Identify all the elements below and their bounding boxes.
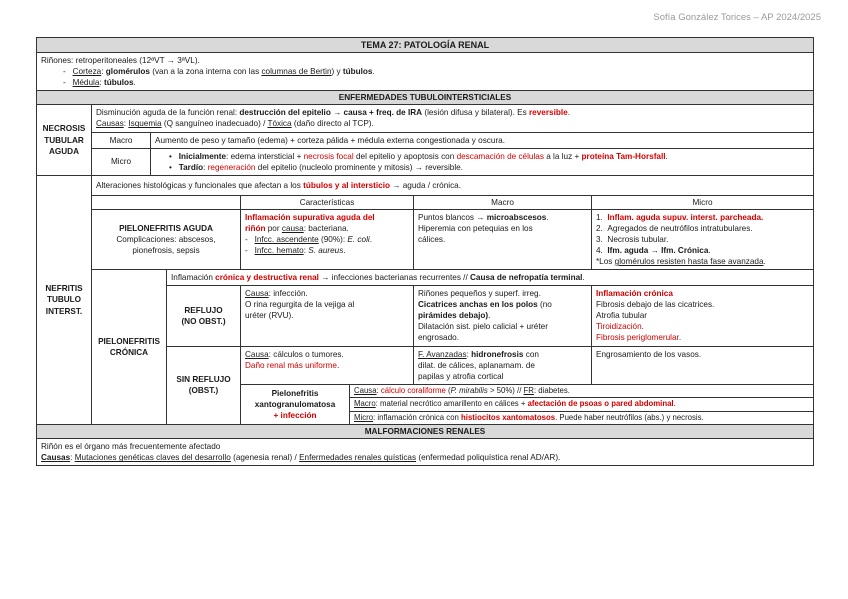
reflujo-caracteristicas: Causa: infección. O rina regurgita de la vejiga al uréter (RVU). (241, 286, 414, 345)
header-micro: Micro (692, 197, 713, 207)
page-title: TEMA 27: PATOLOGÍA RENAL (37, 38, 813, 53)
intro-block (37, 53, 813, 91)
necrosis-causes: Causas: Isquemia (Q sanguíneo inadecuado) / Tóxica (daño directo al TCP). (96, 119, 374, 129)
xg-micro: Micro: inflamación crónica con histiocitos xantomatosos. Puede haber neutrófilos (abs.) y necrosis. (350, 411, 813, 425)
reflujo-row (167, 285, 813, 345)
aguda-label: PIELONEFRITIS AGUDA Complicaciones: abscesos, pionefrosis, sepsis (92, 210, 241, 269)
necrosis-section (37, 105, 813, 175)
sin-reflujo-content (241, 347, 813, 425)
necrosis-content (92, 105, 813, 174)
sin-reflujo-caracteristicas: Causa: cálculos o tumores. Daño renal más uniforme. (241, 347, 414, 384)
aguda-row (92, 209, 813, 269)
sin-reflujo-micro: Engrosamiento de los vasos. (596, 349, 702, 359)
macro-label: Macro (92, 133, 151, 148)
aguda-macro: Puntos blancos → microabscesos. Hiperemia con petequias en los cálices. (414, 210, 592, 269)
necrosis-micro-row (92, 148, 813, 175)
necrosis-definition: Disminución aguda de la función renal: destrucción del epitelio → causa + freq. de IRA (lesión difusa y bilateral). Es reversible. (96, 108, 570, 118)
sin-reflujo-label: SIN REFLUJO (OBST.) (167, 347, 241, 425)
reflujo-label: REFLUJO (NO OBST.) (167, 286, 241, 345)
macro-text: Aumento de peso y tamaño (edema) + corteza pálida + médula externa congestionada y oscura. (155, 135, 505, 145)
cronica-intro: Inflamación crónica y destructiva renal → infecciones bacterianas recurrentes // Causa de nefropatía terminal. (171, 273, 585, 283)
cronica-content (167, 270, 813, 424)
sin-reflujo-upper (241, 347, 813, 384)
section-title-malformaciones: MALFORMACIONES RENALES (37, 425, 813, 439)
cronica-block (92, 269, 813, 424)
document-table (36, 37, 814, 466)
header-caracteristicas: Características (241, 196, 414, 209)
header-macro: Macro (414, 196, 592, 209)
section-title-tubulointersticial: ENFERMEDADES TUBULOINTERSTICIALES (37, 91, 813, 105)
xg-macro: Macro: material necrótico amarillento en cálices + afectación de psoas o pared abdominal. (350, 397, 813, 411)
intro-line: Riñones: retroperitoneales (12ªVT → 3ªVL). (41, 56, 200, 66)
aguda-caracteristicas: Inflamación supurativa aguda del riñón por causa: bacteriana. - Infcc. ascendente (90%): E. coli. - Infcc. hemato: S. aureus. (241, 210, 414, 269)
author-header: Sofía González Torices – AP 2024/2025 (653, 12, 821, 23)
xg-causa: Causa: cálculo coraliforme (P. mirabilis > 50%) // FR: diabetes. (354, 385, 570, 395)
malformaciones-line2: Causas: Mutaciones genéticas claves del desarrollo (agenesia renal) / Enfermedades renales quísticas (enfermedad poliquística renal AD/AR). (41, 453, 561, 463)
nefritis-intro: Alteraciones histológicas y funcionales que afectan a los túbulos y al intersticio → aguda / crónica. (96, 180, 461, 190)
malformaciones-line1: Riñón es el órgano más frecuentemente afectado (41, 442, 221, 452)
nefritis-tag: NEFRITIS TUBULO INTERST. (37, 176, 92, 425)
micro-text: • Inicialmente: edema intersticial + necrosis focal del epitelio y apoptosis con descamación de células a la luz + proteína Tam-Horsfall. • Tardío: regeneración del epitelio (nucleolo prominente y mitosis) → reversible. (169, 151, 668, 172)
aguda-micro: 1. Inflam. aguda supuv. interst. parcheada. 2. Agregados de neutrófilos intratubulares. 3. Necrosis tubular. 4. Ifm. aguda → Ifm. Crónica. *Los glomérulos resisten hasta fase avanzada. (596, 212, 766, 267)
reflujo-macro: Riñones pequeños y superf. irreg. Cicatrices anchas en los polos (no pirámides debajo). Dilatación sist. pielo calicial + uréter engrosado. (414, 286, 592, 345)
sin-reflujo-row (167, 346, 813, 425)
cortex-line: - Corteza: glomérulos (van a la zona interna con las columnas de Bertin) y túbulos. (63, 67, 375, 77)
reflujo-micro: Inflamación crónica Fibrosis debajo de las cicatrices. Atrofia tubular Tiroidización. Fibrosis periglomerular. (596, 289, 715, 343)
xantogranulomatosa-label: Pielonefritis xantogranulomatosa + infección (241, 385, 350, 425)
xantogranulomatosa-content (350, 385, 813, 425)
table-header-row (92, 195, 813, 209)
nefritis-content (92, 176, 813, 425)
xantogranulomatosa-row (241, 384, 813, 425)
micro-label: Micro (92, 149, 151, 175)
necrosis-tag: NECROSIS TUBULAR AGUDA (37, 105, 92, 174)
necrosis-macro-row (92, 132, 813, 148)
sin-reflujo-macro: F. Avanzadas: hidronefrosis con dilat. de cálices, aplanamam. de papilas y atrofia cortical (414, 347, 592, 384)
medulla-line: - Médula: túbulos. (63, 78, 136, 88)
nefritis-section (37, 176, 813, 426)
malformaciones-block (37, 439, 813, 465)
cronica-label: PIELONEFRITIS CRÓNICA (92, 270, 167, 424)
